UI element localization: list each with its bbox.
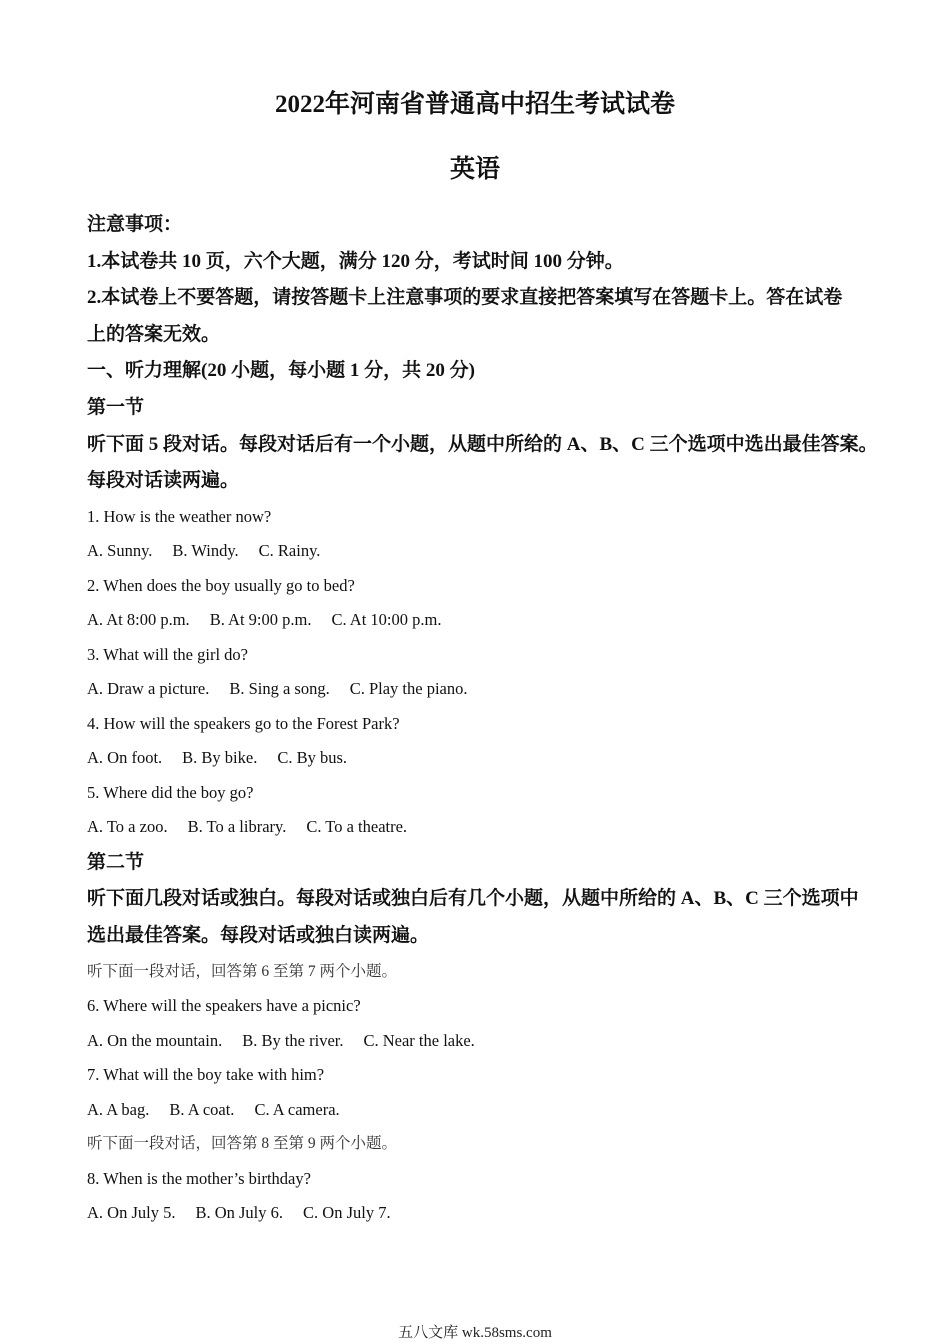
notice-item-2-cont: 上的答案无效。 <box>87 323 221 345</box>
section1-instruction: 听下面 5 段对话。每段对话后有一个小题，从题中所给的 A、B、C 三个选项中选出最佳答案。 <box>87 433 878 455</box>
section1-heading: 第一节 <box>87 396 145 418</box>
option-b: B. By bike. <box>182 748 258 768</box>
option-c: C. At 10:00 p.m. <box>331 610 442 630</box>
option-b: B. To a library. <box>187 817 287 837</box>
option-b: B. On July 6. <box>195 1203 284 1223</box>
option-b: B. By the river. <box>242 1030 344 1050</box>
question-3-options <box>87 672 877 707</box>
section1-instruction-cont: 每段对话读两遍。 <box>87 470 240 492</box>
option-b: B. Windy. <box>172 541 239 561</box>
question-5-options <box>87 810 877 845</box>
dialog-2-instruction: 听下面一段对话，回答第 8 至第 9 两个小题。 <box>87 1135 398 1153</box>
option-c: C. Play the piano. <box>349 679 468 699</box>
section2-heading: 第二节 <box>87 851 145 873</box>
option-a: A. A bag. <box>87 1099 150 1119</box>
option-a: A. At 8:00 p.m. <box>87 610 190 630</box>
question-5: 5. Where did the boy go? <box>87 782 254 802</box>
question-1: 1. How is the weather now? <box>87 506 272 526</box>
part1-heading: 一、听力理解(20 小题，每小题 1 分，共 20 分) <box>87 360 475 382</box>
option-a: A. Sunny. <box>87 541 153 561</box>
option-a: A. Draw a picture. <box>87 679 210 699</box>
option-c: C. Rainy. <box>258 541 321 561</box>
page-footer: 五八文库 wk.58sms.com <box>398 1325 552 1341</box>
dialog-1-instruction: 听下面一段对话，回答第 6 至第 7 两个小题。 <box>87 962 398 980</box>
notice-item-1: 1.本试卷共 10 页，六个大题，满分 120 分，考试时间 100 分钟。 <box>87 250 624 272</box>
option-a: A. To a zoo. <box>87 817 168 837</box>
notice-heading: 注意事项： <box>87 214 183 235</box>
question-7: 7. What will the boy take with him? <box>87 1065 325 1085</box>
section2-instruction: 听下面几段对话或独白。每段对话或独白后有几个小题，从题中所给的 A、B、C 三个选项中 <box>87 888 859 910</box>
question-8-options <box>87 1196 877 1231</box>
question-4-options <box>87 741 877 776</box>
option-a: A. On foot. <box>87 748 163 768</box>
option-c: C. By bus. <box>277 748 348 768</box>
option-b: B. Sing a song. <box>229 679 330 699</box>
question-6-options <box>87 1024 877 1059</box>
question-2: 2. When does the boy usually go to bed? <box>87 575 355 595</box>
question-1-options <box>87 534 877 569</box>
question-7-options <box>87 1093 877 1128</box>
option-c: C. Near the lake. <box>363 1030 475 1050</box>
question-3: 3. What will the girl do? <box>87 644 248 664</box>
option-a: A. On July 5. <box>87 1203 176 1223</box>
notice-item-2: 2.本试卷上不要答题，请按答题卡上注意事项的要求直接把答案填写在答题卡上。答在试卷 <box>87 287 843 309</box>
exam-title: 2022年河南省普通高中招生考试试卷 <box>274 91 675 118</box>
option-c: C. On July 7. <box>303 1203 391 1223</box>
section2-instruction-cont: 选出最佳答案。每段对话或独白读两遍。 <box>87 924 430 946</box>
option-c: C. A camera. <box>254 1099 340 1119</box>
question-4: 4. How will the speakers go to the Forest Park? <box>87 713 400 733</box>
question-8: 8. When is the mother’s birthday? <box>87 1168 311 1188</box>
option-b: B. At 9:00 p.m. <box>209 610 312 630</box>
option-b: B. A coat. <box>169 1099 235 1119</box>
exam-content <box>87 207 877 1231</box>
subject-title: 英语 <box>449 156 500 183</box>
question-2-options <box>87 603 877 638</box>
option-c: C. To a theatre. <box>306 817 408 837</box>
question-6: 6. Where will the speakers have a picnic? <box>87 996 361 1016</box>
option-a: A. On the mountain. <box>87 1030 223 1050</box>
